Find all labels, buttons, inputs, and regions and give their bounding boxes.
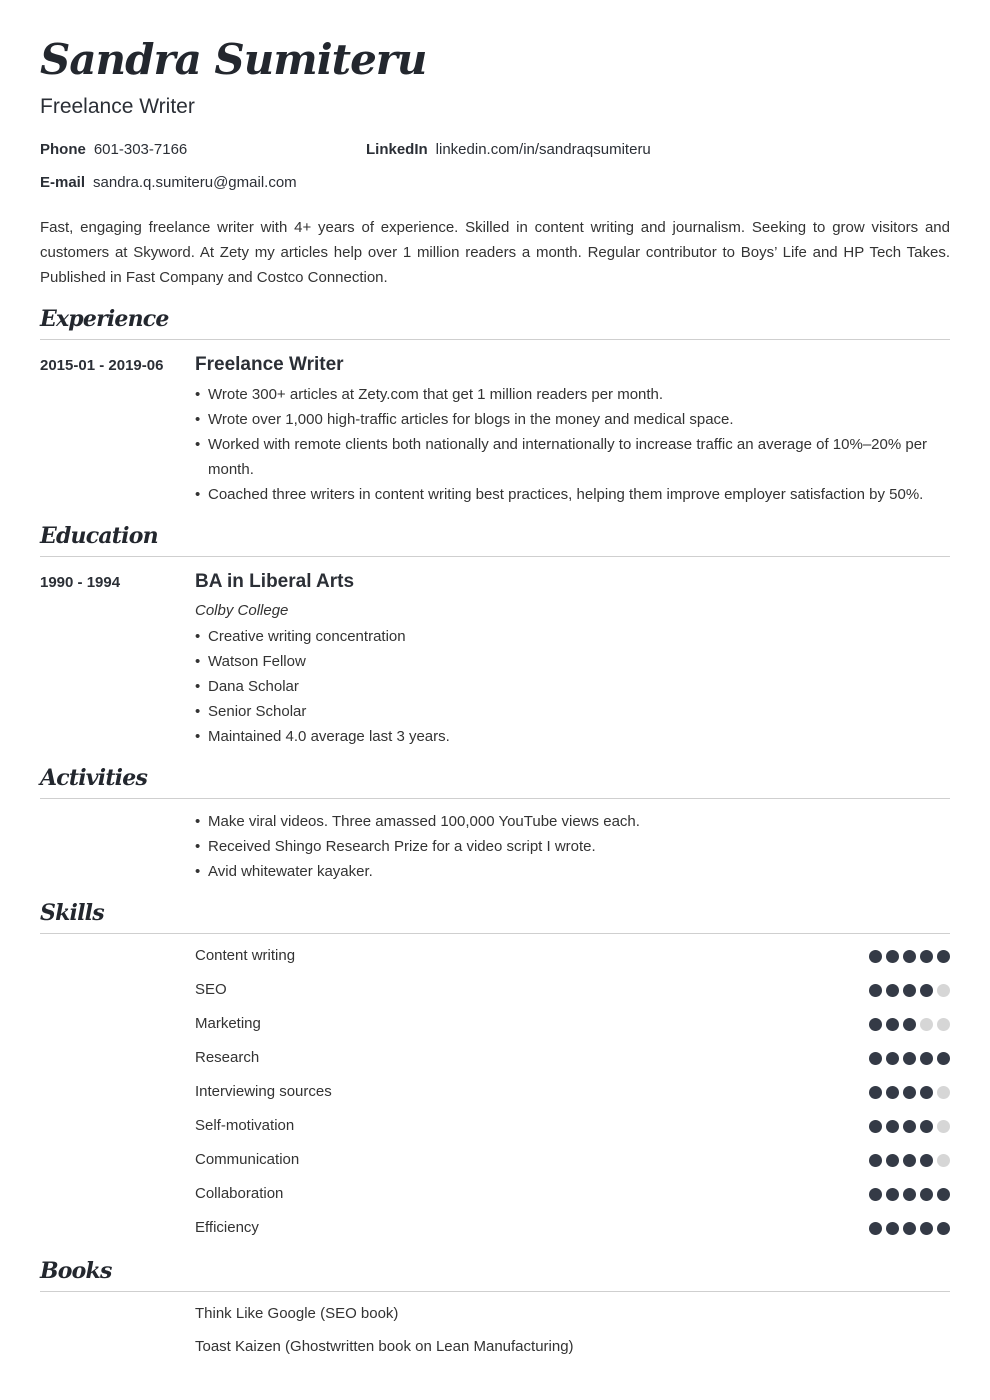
skills-heading: Skills <box>40 900 104 926</box>
skill-name: SEO <box>195 981 227 998</box>
rating-dot-filled-icon <box>937 950 950 963</box>
rating-dot-filled-icon <box>920 1188 933 1201</box>
skill-row <box>195 1218 950 1252</box>
email-contact <box>40 173 297 193</box>
bullet-icon: • <box>195 411 201 428</box>
skill-name: Communication <box>195 1151 300 1168</box>
bullet-icon: • <box>195 863 201 880</box>
skill-row <box>195 946 950 980</box>
rating-dot-filled-icon <box>903 1018 916 1031</box>
bullet-item <box>195 624 935 649</box>
rating-dot-filled-icon <box>886 984 899 997</box>
bullet-text: Wrote 300+ articles at Zety.com that get 1 million readers per month. <box>208 386 664 403</box>
bullet-text: Watson Fellow <box>208 653 306 670</box>
rating-dot-filled-icon <box>886 1154 899 1167</box>
rating-dot-filled-icon <box>869 984 882 997</box>
activities-bullets <box>195 809 935 884</box>
rating-dot-filled-icon <box>937 1222 950 1235</box>
bullet-icon: • <box>195 678 201 695</box>
linkedin-label: LinkedIn <box>366 141 428 158</box>
experience-divider <box>40 339 950 340</box>
bullet-icon: • <box>195 653 201 670</box>
rating-dot-filled-icon <box>886 1052 899 1065</box>
phone-contact <box>40 140 187 160</box>
book-item: Think Like Google (SEO book) <box>195 1305 399 1322</box>
experience-heading: Experience <box>40 306 169 332</box>
rating-dot-filled-icon <box>886 1018 899 1031</box>
rating-dot-filled-icon <box>886 1120 899 1133</box>
bullet-item <box>195 809 935 834</box>
skill-row <box>195 1150 950 1184</box>
bullet-icon: • <box>195 728 201 745</box>
email-value[interactable]: sandra.q.sumiteru@gmail.com <box>93 174 297 191</box>
bullet-text: Wrote over 1,000 high-traffic articles for blogs in the money and medical space. <box>208 411 734 428</box>
bullet-text: Worked with remote clients both nationally and internationally to increase traffic an average of 10%–20% per month. <box>208 436 928 478</box>
bullet-text: Avid whitewater kayaker. <box>208 863 373 880</box>
rating-dot-filled-icon <box>886 1222 899 1235</box>
rating-dot-filled-icon <box>869 1052 882 1065</box>
candidate-name: Sandra Sumiteru <box>40 35 427 84</box>
bullet-text: Maintained 4.0 average last 3 years. <box>208 728 450 745</box>
bullet-item <box>195 407 935 432</box>
rating-dot-empty-icon <box>920 1018 933 1031</box>
activities-heading: Activities <box>40 765 148 791</box>
rating-dot-empty-icon <box>937 1120 950 1133</box>
rating-dot-filled-icon <box>903 950 916 963</box>
bullet-item <box>195 834 935 859</box>
experience-bullets <box>195 382 935 507</box>
rating-dot-filled-icon <box>920 1222 933 1235</box>
skill-rating <box>869 1188 950 1201</box>
bullet-icon: • <box>195 703 201 720</box>
book-item: Toast Kaizen (Ghostwritten book on Lean Manufacturing) <box>195 1338 574 1355</box>
rating-dot-filled-icon <box>869 1086 882 1099</box>
phone-label: Phone <box>40 141 86 158</box>
bullet-text: Creative writing concentration <box>208 628 406 645</box>
experience-dates: 2015-01 - 2019-06 <box>40 357 164 374</box>
bullet-item <box>195 724 935 749</box>
education-divider <box>40 556 950 557</box>
rating-dot-filled-icon <box>886 1086 899 1099</box>
bullet-item <box>195 699 935 724</box>
bullet-item <box>195 482 935 507</box>
rating-dot-filled-icon <box>869 1188 882 1201</box>
skill-name: Efficiency <box>195 1219 259 1236</box>
rating-dot-filled-icon <box>937 1052 950 1065</box>
bullet-text: Received Shingo Research Prize for a video script I wrote. <box>208 838 596 855</box>
skill-name: Self-motivation <box>195 1117 295 1134</box>
skill-rating <box>869 1222 950 1235</box>
rating-dot-empty-icon <box>937 1018 950 1031</box>
rating-dot-filled-icon <box>903 1188 916 1201</box>
skill-rating <box>869 1154 950 1167</box>
rating-dot-filled-icon <box>886 950 899 963</box>
skill-row <box>195 1184 950 1218</box>
skill-row <box>195 1048 950 1082</box>
skill-name: Marketing <box>195 1015 261 1032</box>
rating-dot-filled-icon <box>903 1120 916 1133</box>
skill-row <box>195 1116 950 1150</box>
rating-dot-filled-icon <box>920 1120 933 1133</box>
rating-dot-empty-icon <box>937 1154 950 1167</box>
rating-dot-empty-icon <box>937 1086 950 1099</box>
bullet-item <box>195 859 935 884</box>
bullet-icon: • <box>195 386 201 403</box>
bullet-item <box>195 432 935 482</box>
bullet-item <box>195 382 935 407</box>
bullet-text: Dana Scholar <box>208 678 299 695</box>
job-role: Freelance Writer <box>40 95 195 118</box>
skill-name: Research <box>195 1049 260 1066</box>
rating-dot-filled-icon <box>920 984 933 997</box>
rating-dot-filled-icon <box>920 1052 933 1065</box>
rating-dot-filled-icon <box>903 1222 916 1235</box>
bullet-icon: • <box>195 628 201 645</box>
bullet-text: Coached three writers in content writing best practices, helping them improve employer satisfaction by 50%. <box>208 486 924 503</box>
skill-row <box>195 1082 950 1116</box>
rating-dot-filled-icon <box>903 1052 916 1065</box>
skill-rating <box>869 1086 950 1099</box>
bullet-icon: • <box>195 486 201 503</box>
rating-dot-filled-icon <box>903 1154 916 1167</box>
rating-dot-filled-icon <box>869 1120 882 1133</box>
education-bullets <box>195 624 935 749</box>
skill-name: Interviewing sources <box>195 1083 332 1100</box>
bullet-icon: • <box>195 838 201 855</box>
skill-name: Collaboration <box>195 1185 284 1202</box>
education-degree: BA in Liberal Arts <box>195 571 355 592</box>
rating-dot-filled-icon <box>903 1086 916 1099</box>
skill-rating <box>869 950 950 963</box>
rating-dot-filled-icon <box>920 1154 933 1167</box>
skill-name: Content writing <box>195 947 296 964</box>
rating-dot-filled-icon <box>886 1188 899 1201</box>
bullet-item <box>195 649 935 674</box>
linkedin-value[interactable]: linkedin.com/in/sandraqsumiteru <box>435 141 651 158</box>
education-heading: Education <box>40 523 158 549</box>
bullet-icon: • <box>195 436 201 453</box>
rating-dot-filled-icon <box>869 1018 882 1031</box>
email-label: E-mail <box>40 174 86 191</box>
rating-dot-filled-icon <box>869 950 882 963</box>
rating-dot-filled-icon <box>920 950 933 963</box>
phone-value: 601-303-7166 <box>93 141 188 158</box>
skill-rating <box>869 984 950 997</box>
activities-divider <box>40 798 950 799</box>
bullet-icon: • <box>195 813 201 830</box>
books-divider <box>40 1291 950 1292</box>
rating-dot-filled-icon <box>937 1188 950 1201</box>
skill-rating <box>869 1052 950 1065</box>
bullet-text: Make viral videos. Three amassed 100,000 YouTube views each. <box>208 813 640 830</box>
education-dates: 1990 - 1994 <box>40 574 121 591</box>
bullet-item <box>195 674 935 699</box>
rating-dot-filled-icon <box>869 1222 882 1235</box>
profile-summary: Fast, engaging freelance writer with 4+ years of experience. Skilled in content writing and journalism. Seeking to grow visitors and customers at Skyword. At Zety my articles help over 1 million readers a month. Regular contributor to Boys’ Life and HP Tech Takes. Published in Fast Company and Costco Connection. <box>40 219 950 286</box>
rating-dot-filled-icon <box>903 984 916 997</box>
bullet-text: Senior Scholar <box>208 703 307 720</box>
skill-rating <box>869 1120 950 1133</box>
rating-dot-empty-icon <box>937 984 950 997</box>
rating-dot-filled-icon <box>869 1154 882 1167</box>
rating-dot-filled-icon <box>920 1086 933 1099</box>
skills-divider <box>40 933 950 934</box>
linkedin-contact <box>366 140 651 160</box>
skill-row <box>195 980 950 1014</box>
skill-rating <box>869 1018 950 1031</box>
education-school: Colby College <box>195 602 289 619</box>
experience-job-title: Freelance Writer <box>195 354 344 375</box>
books-heading: Books <box>40 1258 112 1284</box>
skill-row <box>195 1014 950 1048</box>
